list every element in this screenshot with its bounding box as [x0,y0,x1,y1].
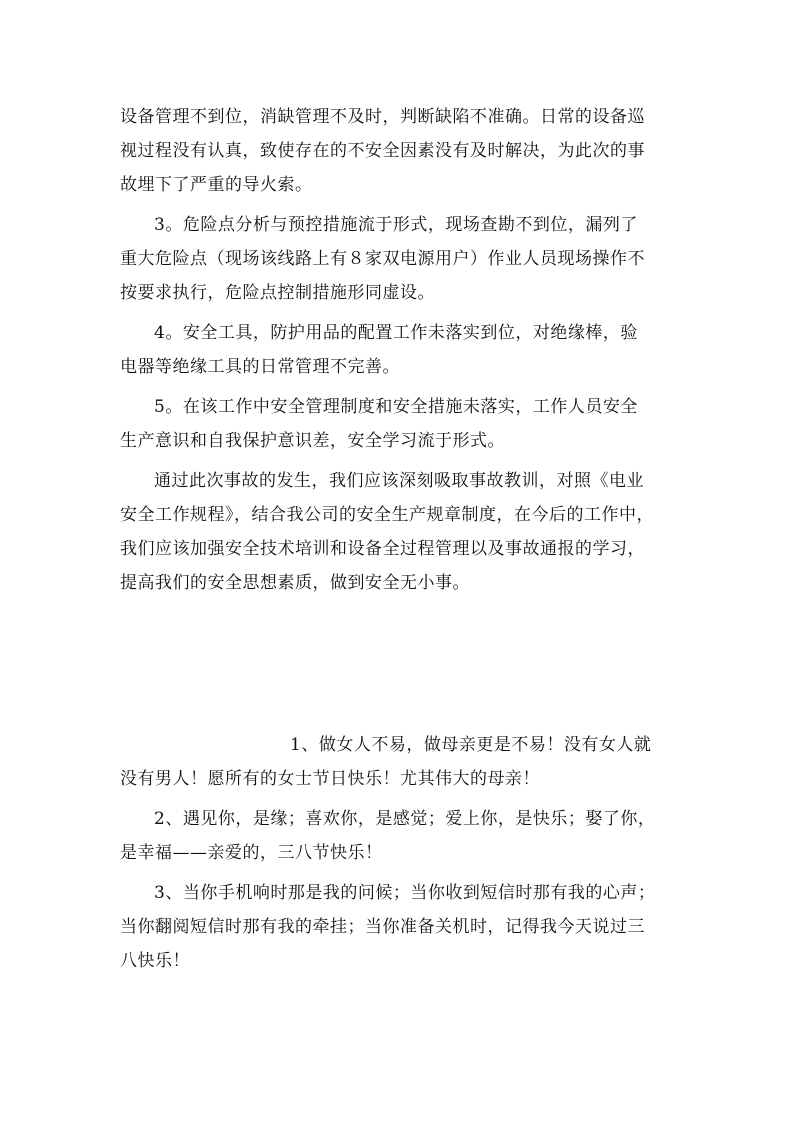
paragraph-conclusion [120,464,676,600]
text-line: 没有男人！愿所有的女士节日快乐！尤其伟大的母亲！ [120,769,540,789]
paragraph-item-3 [120,208,676,310]
text-line: 视过程没有认真，致使存在的不安全因素没有及时解决，为此次的事 [120,141,645,161]
body-section-accident-analysis [120,100,676,600]
text-line: 5。在该工作中安全管理制度和安全措施未落实，工作人员安全 [154,397,638,417]
text-line: 我们应该加强安全技术培训和设备全过程管理以及事故通报的学习， [120,539,645,559]
text-line: 3、当你手机响时那是我的问候；当你收到短信时那有我的心声； [154,883,656,903]
text-line: 2、遇见你，是缘；喜欢你，是感觉；爱上你，是快乐；娶了你， [154,809,656,829]
body-section-womens-day-greetings [120,728,676,978]
text-line: 4。安全工具，防护用品的配置工作未落实到位，对绝缘棒，验 [154,323,638,343]
paragraph-item-5 [120,390,676,458]
paragraph-greeting-2 [120,802,676,870]
paragraph-greeting-1 [120,728,676,796]
text-line: 通过此次事故的发生，我们应该深刻吸取事故教训，对照《电业 [154,471,644,491]
text-line: 是幸福——亲爱的，三八节快乐！ [120,843,383,863]
paragraph-equipment-management [120,100,676,202]
text-line: 安全工作规程》，结合我公司的安全生产规章制度，在今后的工作中， [120,505,654,525]
text-line: 3。危险点分析与预控措施流于形式，现场查勘不到位，漏列了 [154,215,638,235]
text-line: 当你翻阅短信时那有我的牵挂；当你准备关机时，记得我今天说过三 [120,917,645,937]
text-line: 设备管理不到位，消缺管理不及时，判断缺陷不准确。日常的设备巡 [120,107,645,127]
paragraph-greeting-3 [120,876,676,978]
text-line: 八快乐！ [120,951,190,971]
text-line: 电器等绝缘工具的日常管理不完善。 [120,357,400,377]
text-line: 按要求执行，危险点控制措施形同虚设。 [120,283,435,303]
text-line: 生产意识和自我保护意识差，安全学习流于形式。 [120,431,505,451]
paragraph-item-4 [120,316,676,384]
text-line: 1、做女人不易，做母亲更是不易！没有女人就 [290,735,652,755]
text-line: 故埋下了严重的导火索。 [120,175,313,195]
text-line: 提高我们的安全思想素质，做到安全无小事。 [120,573,470,593]
text-line: 重大危险点（现场该线路上有８家双电源用户）作业人员现场操作不 [120,249,645,269]
